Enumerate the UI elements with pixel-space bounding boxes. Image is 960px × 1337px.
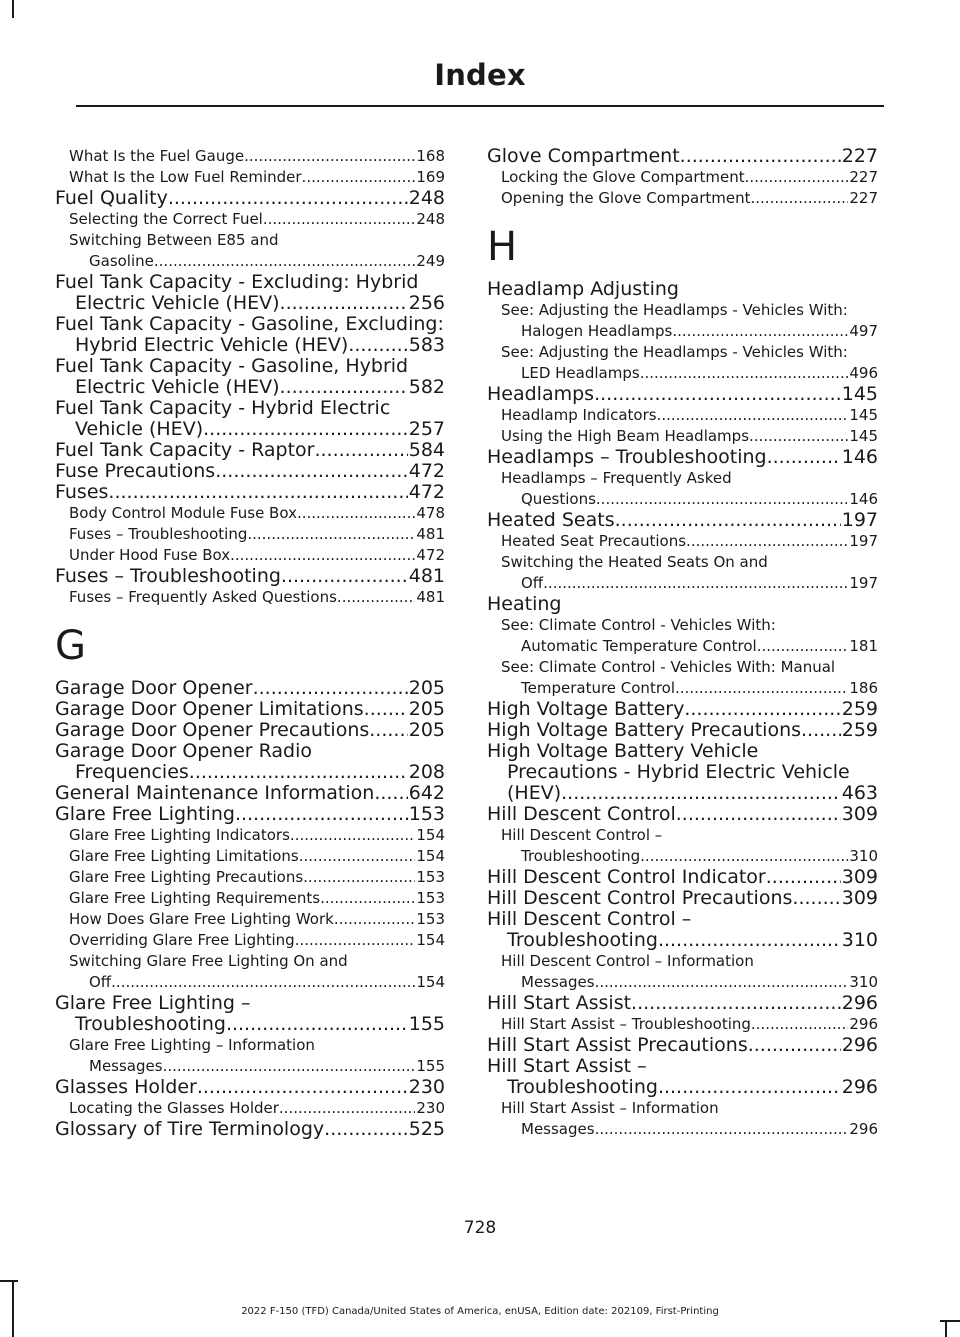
index-entry[interactable]: Vehicle (HEV) ..... 257 xyxy=(55,419,445,440)
index-entry[interactable]: Troubleshooting ..... 296 xyxy=(487,1077,878,1098)
index-entry[interactable]: Glare Free Lighting Indicators ..... 154 xyxy=(55,825,445,846)
index-column-left xyxy=(55,146,445,1140)
crop-mark-bottom-left-h xyxy=(0,1280,18,1282)
index-entry-heading[interactable]: Headlamp Adjusting xyxy=(487,279,679,300)
index-entry-prefix: Fuel Tank Capacity - Gasoline, Excluding: xyxy=(55,314,444,335)
index-entry-prefix: High Voltage Battery Vehicle xyxy=(487,741,759,762)
index-entry-prefix: Hill Descent Control – Information xyxy=(501,952,754,970)
index-entry[interactable]: Headlamps – Troubleshooting ..... 146 xyxy=(487,447,878,468)
index-entry-prefix: See: Adjusting the Headlamps - Vehicles With: xyxy=(501,343,848,361)
index-entry[interactable]: Hill Descent Control Indicator ..... 309 xyxy=(487,867,878,888)
index-entry[interactable]: Troubleshooting ..... 310 xyxy=(487,930,878,951)
index-entry-prefix: Precautions - Hybrid Electric Vehicle xyxy=(507,762,850,783)
index-entry-prefix: Glare Free Lighting – xyxy=(55,993,251,1014)
index-entry[interactable]: Glasses Holder ..... 230 xyxy=(55,1077,445,1098)
index-entry[interactable]: Electric Vehicle (HEV) ..... 582 xyxy=(55,377,445,398)
page-number: 728 xyxy=(463,1218,497,1238)
index-entry-prefix: Switching Glare Free Lighting On and xyxy=(69,952,348,970)
index-entry[interactable]: (HEV) ..... 463 xyxy=(487,783,878,804)
index-entry[interactable]: Messages ..... 310 xyxy=(487,972,878,993)
index-entry[interactable]: Glare Free Lighting Precautions ..... 153 xyxy=(55,867,445,888)
index-entry[interactable]: Glare Free Lighting Limitations ..... 154 xyxy=(55,846,445,867)
index-entry[interactable]: Fuses – Troubleshooting ..... 481 xyxy=(55,524,445,545)
index-entry[interactable]: Hill Descent Control ..... 309 xyxy=(487,804,878,825)
index-entry[interactable]: Electric Vehicle (HEV) ..... 256 xyxy=(55,293,445,314)
index-entry[interactable]: Off ..... 197 xyxy=(487,573,878,594)
index-entry[interactable]: Fuse Precautions ..... 472 xyxy=(55,461,445,482)
index-entry-prefix: Headlamps – Frequently Asked xyxy=(501,469,732,487)
index-entry[interactable]: Off ..... 154 xyxy=(55,972,445,993)
index-entry[interactable]: Fuses ..... 472 xyxy=(55,482,445,503)
index-entry[interactable]: Opening the Glove Compartment ..... 227 xyxy=(487,188,878,209)
index-entry[interactable]: Glare Free Lighting Requirements ..... 153 xyxy=(55,888,445,909)
index-entry-prefix: Fuel Tank Capacity - Gasoline, Hybrid xyxy=(55,356,409,377)
index-entry[interactable]: Garage Door Opener Limitations ..... 205 xyxy=(55,699,445,720)
index-entry-prefix: Hill Start Assist – Information xyxy=(501,1099,719,1117)
index-entry[interactable]: Fuses – Troubleshooting ..... 481 xyxy=(55,566,445,587)
index-entry[interactable]: Frequencies ..... 208 xyxy=(55,762,445,783)
index-entry[interactable]: Heated Seats ..... 197 xyxy=(487,510,878,531)
section-letter-h: H xyxy=(487,224,518,270)
index-entry[interactable]: LED Headlamps ..... 496 xyxy=(487,363,878,384)
index-entry-heading[interactable]: Heating xyxy=(487,594,562,615)
edition-footer: 2022 F-150 (TFD) Canada/United States of America, enUSA, Edition date: 202109, First-Printing xyxy=(241,1306,719,1317)
index-entry[interactable]: Headlamp Indicators ..... 145 xyxy=(487,405,878,426)
index-entry[interactable]: What Is the Low Fuel Reminder ..... 169 xyxy=(55,167,445,188)
index-entry[interactable]: Glare Free Lighting ..... 153 xyxy=(55,804,445,825)
index-entry-prefix: Switching Between E85 and xyxy=(69,231,279,249)
index-entry[interactable]: Halogen Headlamps ..... 497 xyxy=(487,321,878,342)
index-entry-prefix: See: Adjusting the Headlamps - Vehicles With: xyxy=(501,301,848,319)
index-entry-prefix: Fuel Tank Capacity - Hybrid Electric xyxy=(55,398,391,419)
index-entry[interactable]: Body Control Module Fuse Box ..... 478 xyxy=(55,503,445,524)
crop-mark-bottom-right xyxy=(945,1320,947,1337)
index-entry[interactable]: Troubleshooting ..... 155 xyxy=(55,1014,445,1035)
index-entry[interactable]: Under Hood Fuse Box ..... 472 xyxy=(55,545,445,566)
crop-mark-bottom-right-h xyxy=(940,1320,960,1322)
index-entry[interactable]: General Maintenance Information ..... 642 xyxy=(55,783,445,804)
index-entry[interactable]: Heated Seat Precautions ..... 197 xyxy=(487,531,878,552)
index-entry[interactable]: Hybrid Electric Vehicle (HEV) ..... 583 xyxy=(55,335,445,356)
index-entry[interactable]: Questions ..... 146 xyxy=(487,489,878,510)
index-entry[interactable]: Automatic Temperature Control ..... 181 xyxy=(487,636,878,657)
index-entry[interactable]: Hill Start Assist – Troubleshooting ..... 296 xyxy=(487,1014,878,1035)
index-entry[interactable]: Glove Compartment ..... 227 xyxy=(487,146,878,167)
index-entry[interactable]: Overriding Glare Free Lighting ..... 154 xyxy=(55,930,445,951)
index-entry[interactable]: High Voltage Battery Precautions ..... 259 xyxy=(487,720,878,741)
index-entry[interactable]: Hill Start Assist Precautions ..... 296 xyxy=(487,1035,878,1056)
index-entry[interactable]: What Is the Fuel Gauge ..... 168 xyxy=(55,146,445,167)
index-entry-prefix: Glare Free Lighting – Information xyxy=(69,1036,315,1054)
index-entry-prefix: Fuel Tank Capacity - Excluding: Hybrid xyxy=(55,272,419,293)
index-entry[interactable]: Garage Door Opener Precautions ..... 205 xyxy=(55,720,445,741)
index-entry-prefix: Switching the Heated Seats On and xyxy=(501,553,768,571)
index-entry[interactable]: Fuel Quality ..... 248 xyxy=(55,188,445,209)
index-entry[interactable]: Selecting the Correct Fuel ..... 248 xyxy=(55,209,445,230)
index-entry[interactable]: How Does Glare Free Lighting Work ..... 153 xyxy=(55,909,445,930)
section-letter-g: G xyxy=(55,623,86,669)
index-entry[interactable]: Fuses – Frequently Asked Questions ..... 481 xyxy=(55,587,445,608)
index-entry-prefix: Hill Descent Control – xyxy=(487,909,692,930)
crop-mark-top-left xyxy=(12,0,14,18)
index-entry[interactable]: Hill Descent Control Precautions ..... 309 xyxy=(487,888,878,909)
index-entry[interactable]: Locating the Glasses Holder ..... 230 xyxy=(55,1098,445,1119)
index-entry[interactable]: Troubleshooting ..... 310 xyxy=(487,846,878,867)
index-entry[interactable]: Glossary of Tire Terminology ..... 525 xyxy=(55,1119,445,1140)
index-entry-prefix: Hill Descent Control – xyxy=(501,826,663,844)
index-column-right xyxy=(487,146,878,1140)
index-entry[interactable]: Fuel Tank Capacity - Raptor ..... 584 xyxy=(55,440,445,461)
header-rule xyxy=(76,105,884,107)
index-entry[interactable]: Hill Start Assist ..... 296 xyxy=(487,993,878,1014)
index-entry-prefix: See: Climate Control - Vehicles With: Manual xyxy=(501,658,836,676)
index-entry-prefix: Hill Start Assist – xyxy=(487,1056,647,1077)
index-entry-prefix: Garage Door Opener Radio xyxy=(55,741,313,762)
index-entry[interactable]: High Voltage Battery ..... 259 xyxy=(487,699,878,720)
index-entry[interactable]: Using the High Beam Headlamps ..... 145 xyxy=(487,426,878,447)
index-entry-prefix: See: Climate Control - Vehicles With: xyxy=(501,616,776,634)
index-entry[interactable]: Headlamps ..... 145 xyxy=(487,384,878,405)
index-entry[interactable]: Temperature Control ..... 186 xyxy=(487,678,878,699)
index-entry[interactable]: Garage Door Opener ..... 205 xyxy=(55,678,445,699)
index-entry[interactable]: Locking the Glove Compartment ..... 227 xyxy=(487,167,878,188)
index-entry[interactable]: Messages ..... 155 xyxy=(55,1056,445,1077)
index-entry[interactable]: Gasoline ..... 249 xyxy=(55,251,445,272)
index-entry[interactable]: Messages ..... 296 xyxy=(487,1119,878,1140)
page-title: Index xyxy=(434,58,526,92)
